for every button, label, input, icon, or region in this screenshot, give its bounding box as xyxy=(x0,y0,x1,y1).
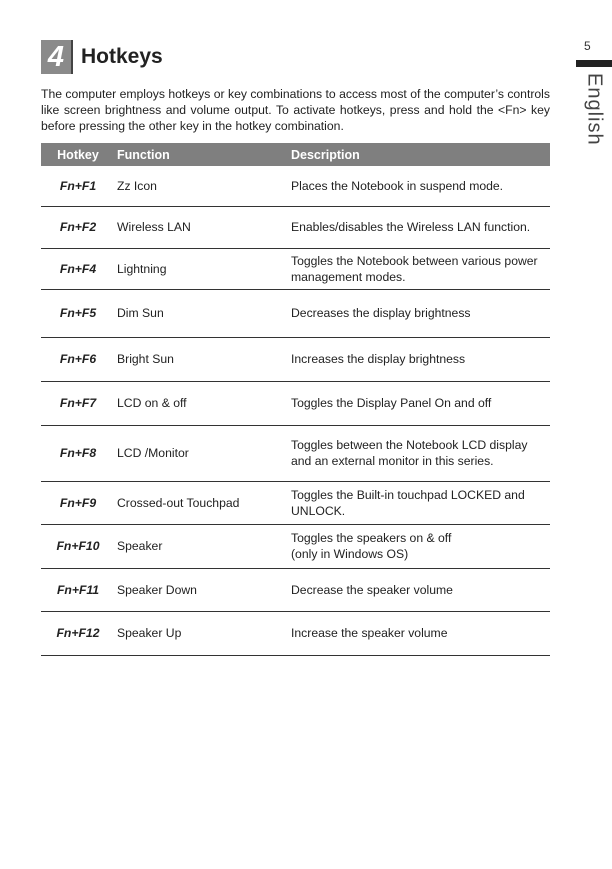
table-row xyxy=(41,381,550,425)
description-cell: Places the Notebook in suspend mode. xyxy=(291,166,550,206)
table-header-row xyxy=(41,143,550,166)
description-cell: Enables/disables the Wireless LAN function. xyxy=(291,206,550,248)
description-cell: Increase the speaker volume xyxy=(291,611,550,655)
hotkey-cell: Fn+F4 xyxy=(41,248,115,289)
side-tab-bar xyxy=(576,60,612,67)
description-cell: Toggles the Notebook between various power management modes. xyxy=(291,248,550,289)
hotkey-cell: Fn+F12 xyxy=(41,611,115,655)
hotkey-cell: Fn+F6 xyxy=(41,337,115,381)
hotkey-cell: Fn+F8 xyxy=(41,425,115,481)
header-hotkey: Hotkey xyxy=(41,143,115,166)
function-cell: Bright Sun xyxy=(115,337,291,381)
header-description: Description xyxy=(291,143,550,166)
table-row xyxy=(41,248,550,289)
intro-paragraph: The computer employs hotkeys or key combinations to access most of the computer’s controls like screen brightness and volume output. To activate hotkeys, press and hold the <Fn> key before pressing the other key in the hotkey combination. xyxy=(41,87,550,133)
language-label: English xyxy=(583,73,606,146)
function-cell: Speaker xyxy=(115,524,291,568)
function-cell: Zz Icon xyxy=(115,166,291,206)
hotkey-cell: Fn+F11 xyxy=(41,568,115,611)
table-row xyxy=(41,481,550,524)
hotkey-cell: Fn+F10 xyxy=(41,524,115,568)
function-cell: Crossed-out Touchpad xyxy=(115,481,291,524)
function-cell: Dim Sun xyxy=(115,289,291,337)
function-cell: LCD on & off xyxy=(115,381,291,425)
function-cell: LCD /Monitor xyxy=(115,425,291,481)
hotkey-cell: Fn+F9 xyxy=(41,481,115,524)
hotkey-cell: Fn+F7 xyxy=(41,381,115,425)
table-row xyxy=(41,524,550,568)
hotkey-cell: Fn+F2 xyxy=(41,206,115,248)
table-row xyxy=(41,289,550,337)
table-row xyxy=(41,425,550,481)
description-cell: Decreases the display brightness xyxy=(291,289,550,337)
table-row xyxy=(41,611,550,655)
description-cell: Decrease the speaker volume xyxy=(291,568,550,611)
function-cell: Wireless LAN xyxy=(115,206,291,248)
section-title: Hotkeys xyxy=(81,45,163,68)
table-row xyxy=(41,337,550,381)
page-number: 5 xyxy=(584,39,591,53)
section-heading xyxy=(41,40,163,74)
function-cell: Speaker Up xyxy=(115,611,291,655)
hotkey-table xyxy=(41,143,550,656)
header-function: Function xyxy=(115,143,291,166)
description-cell: Increases the display brightness xyxy=(291,337,550,381)
language-side-tab xyxy=(576,73,612,153)
description-cell: Toggles the Display Panel On and off xyxy=(291,381,550,425)
description-cell: Toggles the speakers on & off (only in Windows OS) xyxy=(291,524,550,568)
function-cell: Lightning xyxy=(115,248,291,289)
hotkey-cell: Fn+F1 xyxy=(41,166,115,206)
description-cell: Toggles the Built-in touchpad LOCKED and UNLOCK. xyxy=(291,481,550,524)
section-number-badge: 4 xyxy=(41,40,73,74)
hotkey-cell: Fn+F5 xyxy=(41,289,115,337)
table-row xyxy=(41,206,550,248)
table-row xyxy=(41,568,550,611)
function-cell: Speaker Down xyxy=(115,568,291,611)
table-row xyxy=(41,166,550,206)
description-cell: Toggles between the Notebook LCD display and an external monitor in this series. xyxy=(291,425,550,481)
